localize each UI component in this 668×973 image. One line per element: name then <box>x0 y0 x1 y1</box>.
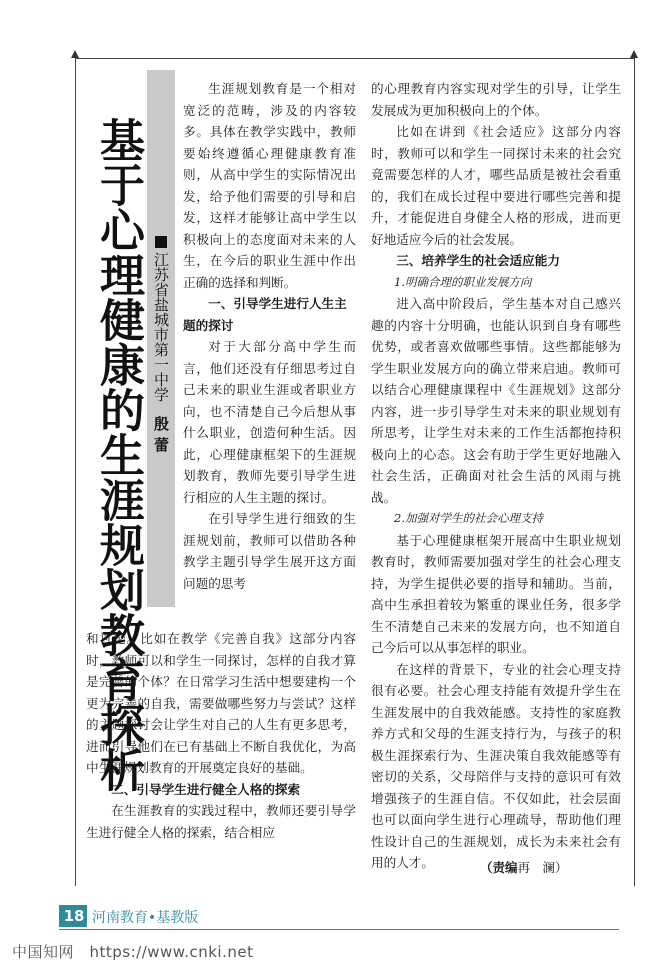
article-title: 基于心理健康的生涯规划教育探析 <box>92 117 145 792</box>
author-name: 殷蕾 <box>152 416 170 458</box>
intro-paragraph: 生涯规划教育是一个相对宽泛的范畴，涉及的内容较多。具体在教学实践中，教师要始终遵循心理健康教育准则，从高中学生的实际情况出发，给予他们需要的引导和启发，这样才能够让高中学生以积极向上的态度面对未来的人生，在今后的职业生涯中作出正确的选择和判断。 <box>183 81 356 290</box>
subsection1-paragraph: 进入高中阶段后，学生基本对自己感兴趣的内容十分明确，也能认识到自身有哪些优势，或者喜欢做哪些事情。这些都能够为学生职业发展方向的确立带来启迪。教师可以结合心理健康课程中《生涯规划》这部分内容，进一步引导学生对未来的职业规划有所思考，让学生对未来的工作生活都抱持积极向上的心态。这会有助于学生更好地融入社会生活，正确面对社会生活的风雨与挑战。 <box>371 296 621 505</box>
editor-name: 再 澜） <box>517 860 568 875</box>
column-2 <box>371 78 621 874</box>
section2-continuation: 的心理教育内容实现对学生的引导，让学生发展成为更加积极向上的个体。 <box>371 81 621 118</box>
subsection2-paragraph-1: 基于心理健康框架开展高中生职业规划教育时，教师需要加强对学生的社会心理支持，为学生提供必要的指导和辅助。当前，高中生承担着较为繁重的课业任务，很多学生不清楚自己未来的发展方向，也不知道自己今后可以从事怎样的职业。 <box>371 532 621 655</box>
section1-paragraph-2: 在引导学生进行细致的生涯规划前，教师可以借助各种教学主题引导学生展开这方面问题的思考 <box>183 511 356 591</box>
heading-1: 一、引导学生进行人生主题的探讨 <box>183 296 347 333</box>
subheading-1: 1.明确合理的职业发展方向 <box>394 274 532 289</box>
frame-top-line <box>75 58 635 59</box>
footer-rule <box>59 929 619 930</box>
column-1-top <box>183 78 356 594</box>
column-1-bottom <box>86 628 356 843</box>
frame-right-line <box>634 58 635 886</box>
editor-credit <box>480 858 620 876</box>
heading-2: 二、引导学生进行健全人格的探索 <box>111 781 301 797</box>
editor-label: （责编 <box>480 860 518 875</box>
page-number: 18 <box>63 907 85 925</box>
frame-left-line <box>75 58 76 886</box>
section2-paragraph: 在生涯教育的实践过程中，教师还要引导学生进行健全人格的探索，结合相应 <box>86 803 356 840</box>
arrow-up-icon <box>630 50 638 58</box>
square-bullet-icon <box>155 236 167 248</box>
author-block <box>150 236 172 458</box>
section1-paragraph-1: 对于大部分高中学生而言，他们还没有仔细思考过自己未来的职业生涯或者职业方向，也不清楚自己今后想从事什么职业，创造何种生活。因此，心理健康框架下的生涯规划教育，教师先要引导学生进行相应的人生主题的探讨。 <box>183 339 356 505</box>
subsection2-paragraph-2: 在这样的背景下，专业的社会心理支持很有必要。社会心理支持能有效提升学生在生涯发展中的自我效能感。支持性的家庭教养方式和父母的生涯支持行为，与孩子的积极生涯探索行为、生涯决策自我效能感等有密切的关系，父母陪伴与支持的意识可有效增强孩子的生涯自信。不仅如此，社会层面也可以面向学生进行心理疏导，帮助他们理性设计自己的生涯规划，成长为未来社会有用的人才。 <box>371 661 621 870</box>
journal-name: 河南教育•基教版 <box>92 910 199 926</box>
cnki-watermark: 中国知网 https://www.cnki.net <box>12 943 254 961</box>
section2-paragraph-2: 比如在讲到《社会适应》这部分内容时，教师可以和学生一同探讨未来的社会究竟需要怎样的人才，哪些品质是被社会看重的，我们在成长过程中要进行哪些完善和提升，才能促进自身健全人格的形成，进而更好地适应今后的社会发展。 <box>371 124 621 247</box>
section1-continuation: 和讨论。比如在教学《完善自我》这部分内容时，教师可以和学生一同探讨，怎样的自我才算是完善的个体？在日常学习生活中想要建构一个更为完善的自我，需要做哪些努力与尝试？这样的主题探讨会让学生对自己的人生有更多思考，进而引导他们在已有基础上不断自我优化，为高中生涯规划教育的开展奠定良好的基础。 <box>86 631 356 775</box>
arrow-up-icon <box>71 50 79 58</box>
heading-3: 三、培养学生的社会适应能力 <box>396 253 560 268</box>
subheading-2: 2.加强对学生的社会心理支持 <box>394 511 543 525</box>
author-affiliation: 江苏省盐城市第一中学 <box>152 252 170 402</box>
